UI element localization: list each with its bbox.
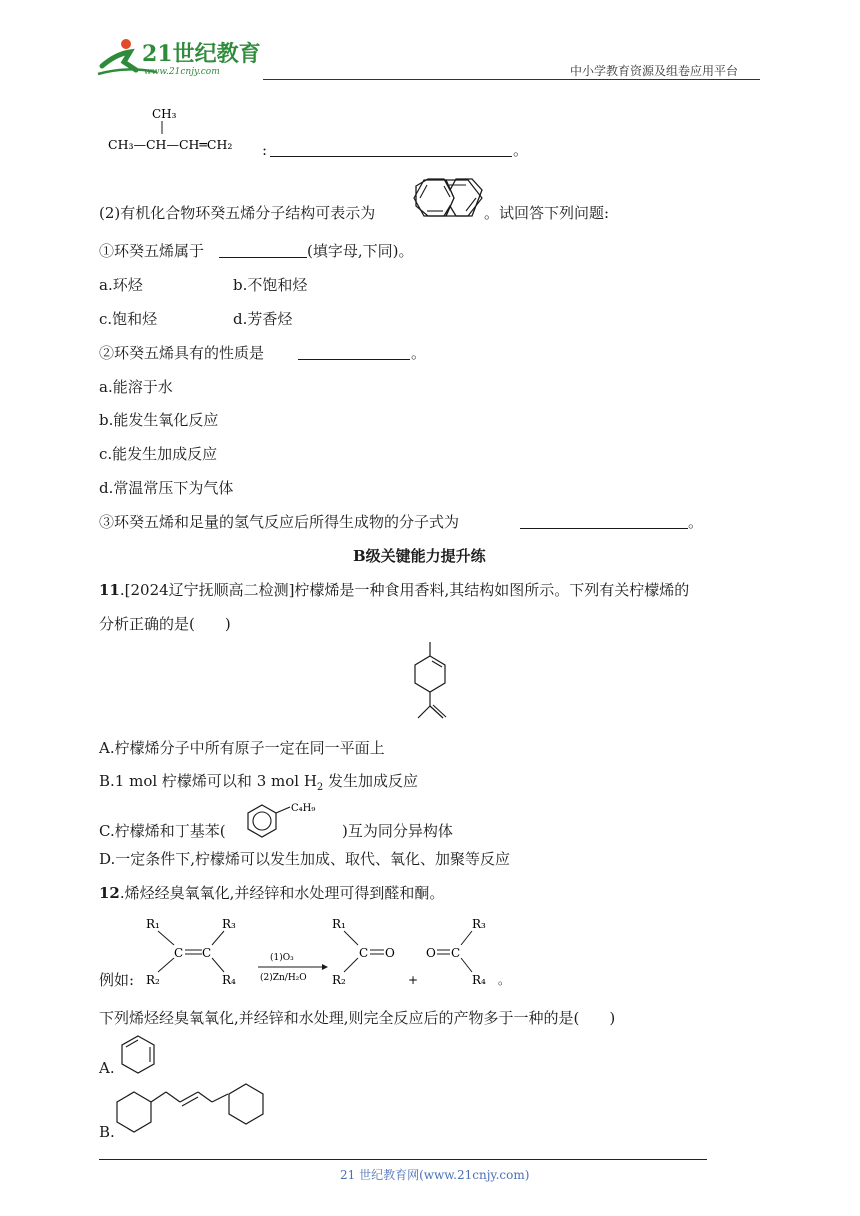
q12-option-b: B. <box>99 1123 115 1141</box>
q2-p2-suffix: 。 <box>411 344 427 362</box>
q12-stem-line1: .烯烃经臭氧氧化,并经锌和水处理可得到醛和酮。 <box>119 884 445 902</box>
q2-p2-option-b: b.能发生氧化反应 <box>99 411 219 429</box>
reactant-r4: R₄ <box>222 973 236 987</box>
q12-example-label: 例如: <box>99 971 135 989</box>
q2-p2-prefix: ②环癸五烯具有的性质是 <box>99 344 265 362</box>
footer-text: 21 世纪教育网(www.21cnjy.com) <box>340 1168 530 1182</box>
q11-stem-line2: 分析正确的是( ) <box>99 615 231 633</box>
reactant-r2: R₂ <box>146 973 160 987</box>
product1-r1: R₁ <box>332 917 346 931</box>
reactant-r3: R₃ <box>222 917 236 931</box>
reaction-end: 。 <box>498 973 511 987</box>
product2-r3: R₃ <box>472 917 486 931</box>
top-formula-colon: : <box>262 141 268 159</box>
q11-option-b <box>99 771 418 798</box>
q2-intro-suffix: 。试回答下列问题: <box>484 204 610 222</box>
logo-text: 21世纪教育 <box>142 41 261 67</box>
q2-p1-option-b: b.不饱和烃 <box>233 276 308 294</box>
q2-p1-option-d: d.芳香烃 <box>233 310 293 328</box>
q2-p1-suffix: (填字母,下同)。 <box>307 242 414 260</box>
reaction-step2: (2)Zn/H₂O <box>260 973 307 983</box>
site-tagline: 中小学教育资源及组卷应用平台 <box>570 64 739 78</box>
q11-option-b-sub: 2 <box>316 782 324 793</box>
q2-p2-option-a: a.能溶于水 <box>99 378 173 396</box>
q2-p2-option-d: d.常温常压下为气体 <box>99 479 234 497</box>
q12-option-a: A. <box>99 1059 115 1077</box>
cyclodecapentaene-structure <box>410 176 486 224</box>
q2-p1-blank <box>219 241 307 258</box>
formula-ch3-branch: CH₃ <box>152 107 177 121</box>
q11-line1 <box>99 580 689 600</box>
q11-stem-line1: .[2024辽宁抚顺高二检测]柠檬烯是一种食用香料,其结构如图所示。下列有关柠檬烯的 <box>119 581 690 599</box>
q12-option-b-structure <box>114 1080 268 1140</box>
reactant-c2: C <box>202 946 212 960</box>
q2-p3-prefix: ③环癸五烯和足量的氢气反应后所得生成物的分子式为 <box>99 513 460 531</box>
product2-r4: R₄ <box>472 973 486 987</box>
logo-url: www.21cnjy.com <box>144 67 220 77</box>
q11-option-b-prefix: B.1 mol 柠檬烯可以和 3 mol H <box>99 772 317 790</box>
q12-line1 <box>99 883 444 903</box>
q11-option-c-suffix: )互为同分异构体 <box>342 822 453 840</box>
q2-p3-suffix: 。 <box>688 513 704 531</box>
site-logo <box>96 36 266 80</box>
reaction-step1: (1)O₃ <box>270 953 294 963</box>
butyl-group-label: C₄H₉ <box>291 803 316 814</box>
product1-r2: R₂ <box>332 973 346 987</box>
limonene-structure <box>400 640 460 728</box>
butylbenzene-structure <box>244 802 334 846</box>
product1-o: O <box>385 946 395 960</box>
q12-number: 12 <box>99 884 120 902</box>
reactant-c1: C <box>174 946 184 960</box>
ozonolysis-reaction-scheme <box>140 914 520 994</box>
product2-c: C <box>451 946 461 960</box>
q11-option-c-prefix: C.柠檬烯和丁基苯( <box>99 822 226 840</box>
header-rule <box>263 79 760 80</box>
q12-stem-line2: 下列烯烃经臭氧氧化,并经锌和水处理,则完全反应后的产物多于一种的是( ) <box>99 1009 616 1027</box>
q11-option-d: D.一定条件下,柠檬烯可以发生加成、取代、氧化、加聚等反应 <box>99 850 511 868</box>
reaction-plus: + <box>408 973 419 987</box>
q11-option-a: A.柠檬烯分子中所有原子一定在同一平面上 <box>99 739 385 757</box>
q2-p2-blank <box>298 343 410 360</box>
logo-runner-icon <box>96 36 266 80</box>
q11-number: 11 <box>99 581 120 599</box>
q2-p1-option-a: a.环烃 <box>99 276 143 294</box>
top-formula-end: 。 <box>513 141 529 159</box>
q2-p1-prefix: ①环癸五烯属于 <box>99 242 205 260</box>
q2-p2-option-c: c.能发生加成反应 <box>99 445 218 463</box>
q11-option-b-suffix: 发生加成反应 <box>323 772 419 790</box>
product1-c: C <box>359 946 369 960</box>
q2-intro-prefix: (2)有机化合物环癸五烯分子结构可表示为 <box>99 204 376 222</box>
product2-o: O <box>426 946 436 960</box>
q2-p3-blank <box>520 512 688 529</box>
section-b-heading: B级关键能力提升练 <box>353 547 486 565</box>
top-formula-blank <box>270 140 512 157</box>
footer-rule <box>99 1159 707 1160</box>
reactant-r1: R₁ <box>146 917 160 931</box>
q12-option-a-structure <box>118 1034 158 1080</box>
top-formula <box>106 104 276 160</box>
q2-p1-option-c: c.饱和烃 <box>99 310 158 328</box>
formula-main-chain: CH₃—CH—CH═CH₂ <box>108 137 233 152</box>
